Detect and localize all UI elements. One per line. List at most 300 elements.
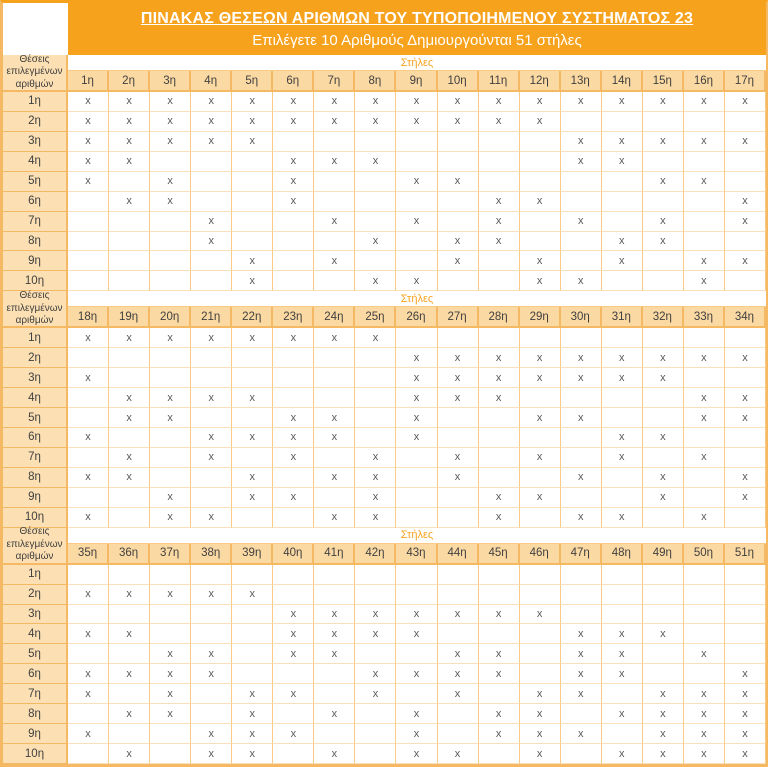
row-label: 8η xyxy=(3,468,68,488)
mark-cell: x xyxy=(355,508,396,528)
row-group-header: Θέσεις επιλεγμένων αριθμών xyxy=(3,528,68,565)
mark-cell: x xyxy=(314,644,355,664)
mark-cell: x xyxy=(684,92,725,112)
mark-cell: x xyxy=(273,624,314,644)
mark-cell: x xyxy=(643,624,684,644)
empty-cell xyxy=(355,212,396,232)
mark-cell: x xyxy=(684,348,725,368)
mark-cell: x xyxy=(602,152,643,172)
mark-cell: x xyxy=(68,624,109,644)
table-sections xyxy=(3,55,766,764)
title-banner xyxy=(68,3,766,55)
mark-cell: x xyxy=(561,508,602,528)
mark-cell: x xyxy=(725,132,766,152)
mark-cell: x xyxy=(68,328,109,348)
empty-cell xyxy=(314,348,355,368)
mark-cell: x xyxy=(438,172,479,192)
row-label: 10η xyxy=(3,508,68,528)
mark-cell: x xyxy=(438,605,479,625)
column-header: 9η xyxy=(396,71,437,92)
mark-cell: x xyxy=(520,192,561,212)
mark-cell: x xyxy=(109,468,150,488)
mark-cell: x xyxy=(232,684,273,704)
empty-cell xyxy=(68,644,109,664)
mark-cell: x xyxy=(109,112,150,132)
empty-cell xyxy=(396,132,437,152)
column-header: 31η xyxy=(602,307,643,328)
column-header: 23η xyxy=(273,307,314,328)
column-header: 37η xyxy=(150,544,191,565)
empty-cell xyxy=(232,565,273,585)
empty-cell xyxy=(191,152,232,172)
column-header: 34η xyxy=(725,307,766,328)
mark-cell: x xyxy=(643,132,684,152)
mark-cell: x xyxy=(479,192,520,212)
empty-cell xyxy=(355,251,396,271)
empty-cell xyxy=(602,468,643,488)
mark-cell: x xyxy=(602,704,643,724)
mark-cell: x xyxy=(561,271,602,291)
mark-cell: x xyxy=(273,488,314,508)
mark-cell: x xyxy=(191,744,232,764)
mark-cell: x xyxy=(561,664,602,684)
column-header: 49η xyxy=(643,544,684,565)
columns-group-label: Στήλες xyxy=(68,528,766,544)
empty-cell xyxy=(191,565,232,585)
empty-cell xyxy=(520,664,561,684)
column-header: 38η xyxy=(191,544,232,565)
column-header: 26η xyxy=(396,307,437,328)
mark-cell: x xyxy=(314,468,355,488)
mark-cell: x xyxy=(191,644,232,664)
empty-cell xyxy=(355,565,396,585)
empty-cell xyxy=(684,232,725,252)
mark-cell: x xyxy=(643,212,684,232)
empty-cell xyxy=(643,585,684,605)
empty-cell xyxy=(725,448,766,468)
mark-cell: x xyxy=(725,348,766,368)
empty-cell xyxy=(561,328,602,348)
empty-cell xyxy=(602,388,643,408)
empty-cell xyxy=(355,744,396,764)
empty-cell xyxy=(438,132,479,152)
column-header: 41η xyxy=(314,544,355,565)
mark-cell: x xyxy=(150,684,191,704)
mark-cell: x xyxy=(68,368,109,388)
mark-cell: x xyxy=(725,212,766,232)
empty-cell xyxy=(109,605,150,625)
mark-cell: x xyxy=(355,152,396,172)
empty-cell xyxy=(725,328,766,348)
mark-cell: x xyxy=(191,132,232,152)
mark-cell: x xyxy=(643,724,684,744)
mark-cell: x xyxy=(232,251,273,271)
empty-cell xyxy=(150,624,191,644)
column-header: 4η xyxy=(191,71,232,92)
empty-cell xyxy=(602,684,643,704)
empty-cell xyxy=(479,428,520,448)
mark-cell: x xyxy=(109,192,150,212)
empty-cell xyxy=(602,271,643,291)
empty-cell xyxy=(479,684,520,704)
mark-cell: x xyxy=(561,644,602,664)
mark-cell: x xyxy=(684,704,725,724)
mark-cell: x xyxy=(150,172,191,192)
mark-cell: x xyxy=(479,644,520,664)
mark-cell: x xyxy=(684,132,725,152)
mark-cell: x xyxy=(479,488,520,508)
empty-cell xyxy=(273,271,314,291)
column-header: 46η xyxy=(520,544,561,565)
empty-cell xyxy=(396,328,437,348)
empty-cell xyxy=(684,428,725,448)
mark-cell: x xyxy=(232,468,273,488)
empty-cell xyxy=(396,468,437,488)
row-label: 2η xyxy=(3,112,68,132)
mark-cell: x xyxy=(396,664,437,684)
empty-cell xyxy=(191,468,232,488)
empty-cell xyxy=(273,232,314,252)
empty-cell xyxy=(561,251,602,271)
page-title: ΠΙΝΑΚΑΣ ΘΕΣΕΩΝ ΑΡΙΘΜΩΝ ΤΟΥ ΤΥΠΟΠΟΙΗΜΕΝΟΥ ΣΥΣΤΗΜΑΤΟΣ 23 xyxy=(140,9,694,27)
column-header: 20η xyxy=(150,307,191,328)
mark-cell: x xyxy=(602,428,643,448)
empty-cell xyxy=(273,468,314,488)
empty-cell xyxy=(109,271,150,291)
mark-cell: x xyxy=(725,488,766,508)
empty-cell xyxy=(561,704,602,724)
empty-cell xyxy=(150,744,191,764)
mark-cell: x xyxy=(68,684,109,704)
mark-cell: x xyxy=(150,585,191,605)
column-header: 29η xyxy=(520,307,561,328)
mark-cell: x xyxy=(643,428,684,448)
empty-cell xyxy=(602,724,643,744)
mark-cell: x xyxy=(273,152,314,172)
mark-cell: x xyxy=(396,724,437,744)
column-header: 5η xyxy=(232,71,273,92)
empty-cell xyxy=(396,488,437,508)
column-header: 51η xyxy=(725,544,766,565)
mark-cell: x xyxy=(68,664,109,684)
empty-cell xyxy=(68,192,109,212)
empty-cell xyxy=(725,271,766,291)
empty-cell xyxy=(355,192,396,212)
empty-cell xyxy=(602,112,643,132)
empty-cell xyxy=(602,408,643,428)
empty-cell xyxy=(109,508,150,528)
empty-cell xyxy=(355,644,396,664)
empty-cell xyxy=(355,428,396,448)
mark-cell: x xyxy=(438,368,479,388)
column-header: 30η xyxy=(561,307,602,328)
empty-cell xyxy=(438,565,479,585)
column-header: 47η xyxy=(561,544,602,565)
empty-cell xyxy=(643,664,684,684)
column-header: 10η xyxy=(438,71,479,92)
empty-cell xyxy=(273,212,314,232)
mark-cell: x xyxy=(479,112,520,132)
mark-cell: x xyxy=(150,192,191,212)
mark-cell: x xyxy=(643,488,684,508)
empty-cell xyxy=(602,192,643,212)
empty-cell xyxy=(314,664,355,684)
empty-cell xyxy=(438,724,479,744)
mark-cell: x xyxy=(438,251,479,271)
empty-cell xyxy=(273,348,314,368)
column-header: 12η xyxy=(520,71,561,92)
empty-cell xyxy=(232,624,273,644)
empty-cell xyxy=(479,408,520,428)
empty-cell xyxy=(479,172,520,192)
empty-cell xyxy=(191,408,232,428)
mark-cell: x xyxy=(520,448,561,468)
empty-cell xyxy=(191,368,232,388)
empty-cell xyxy=(643,565,684,585)
mark-cell: x xyxy=(355,468,396,488)
empty-cell xyxy=(479,132,520,152)
mark-cell: x xyxy=(520,368,561,388)
empty-cell xyxy=(438,488,479,508)
empty-cell xyxy=(314,232,355,252)
mark-cell: x xyxy=(150,328,191,348)
empty-cell xyxy=(232,348,273,368)
column-header: 44η xyxy=(438,544,479,565)
empty-cell xyxy=(109,368,150,388)
column-header: 35η xyxy=(68,544,109,565)
empty-cell xyxy=(602,172,643,192)
empty-cell xyxy=(438,508,479,528)
empty-cell xyxy=(109,428,150,448)
empty-cell xyxy=(109,684,150,704)
mark-cell: x xyxy=(561,212,602,232)
mark-cell: x xyxy=(355,624,396,644)
empty-cell xyxy=(561,565,602,585)
empty-cell xyxy=(520,152,561,172)
mark-cell: x xyxy=(643,704,684,724)
mark-cell: x xyxy=(602,644,643,664)
empty-cell xyxy=(355,408,396,428)
row-label: 8η xyxy=(3,232,68,252)
empty-cell xyxy=(355,724,396,744)
mark-cell: x xyxy=(355,232,396,252)
mark-cell: x xyxy=(643,684,684,704)
empty-cell xyxy=(438,328,479,348)
mark-cell: x xyxy=(479,724,520,744)
mark-cell: x xyxy=(684,388,725,408)
mark-cell: x xyxy=(725,251,766,271)
row-label: 6η xyxy=(3,192,68,212)
mark-cell: x xyxy=(314,508,355,528)
mark-cell: x xyxy=(725,744,766,764)
mark-cell: x xyxy=(520,348,561,368)
column-header: 33η xyxy=(684,307,725,328)
mark-cell: x xyxy=(314,704,355,724)
empty-cell xyxy=(150,212,191,232)
table-section-2 xyxy=(3,291,766,527)
empty-cell xyxy=(479,585,520,605)
empty-cell xyxy=(396,684,437,704)
empty-cell xyxy=(109,488,150,508)
mark-cell: x xyxy=(68,152,109,172)
mark-cell: x xyxy=(150,664,191,684)
empty-cell xyxy=(150,251,191,271)
empty-cell xyxy=(191,624,232,644)
empty-cell xyxy=(396,644,437,664)
mark-cell: x xyxy=(520,251,561,271)
mark-cell: x xyxy=(396,271,437,291)
mark-cell: x xyxy=(150,408,191,428)
empty-cell xyxy=(273,368,314,388)
empty-cell xyxy=(520,132,561,152)
mark-cell: x xyxy=(479,704,520,724)
empty-cell xyxy=(191,192,232,212)
empty-cell xyxy=(232,192,273,212)
mark-cell: x xyxy=(684,744,725,764)
empty-cell xyxy=(520,388,561,408)
mark-cell: x xyxy=(273,684,314,704)
empty-cell xyxy=(396,585,437,605)
row-label: 9η xyxy=(3,251,68,271)
empty-cell xyxy=(438,271,479,291)
column-header: 36η xyxy=(109,544,150,565)
empty-cell xyxy=(150,448,191,468)
empty-cell xyxy=(561,744,602,764)
column-header: 48η xyxy=(602,544,643,565)
empty-cell xyxy=(561,428,602,448)
mark-cell: x xyxy=(561,348,602,368)
empty-cell xyxy=(273,664,314,684)
empty-cell xyxy=(314,368,355,388)
mark-cell: x xyxy=(643,232,684,252)
mark-cell: x xyxy=(109,388,150,408)
mark-cell: x xyxy=(396,744,437,764)
table-section-3 xyxy=(3,528,766,764)
mark-cell: x xyxy=(109,585,150,605)
empty-cell xyxy=(273,744,314,764)
column-header: 11η xyxy=(479,71,520,92)
empty-cell xyxy=(602,585,643,605)
empty-cell xyxy=(479,624,520,644)
mark-cell: x xyxy=(150,132,191,152)
empty-cell xyxy=(355,348,396,368)
empty-cell xyxy=(68,565,109,585)
mark-cell: x xyxy=(520,92,561,112)
row-label: 7η xyxy=(3,212,68,232)
empty-cell xyxy=(479,328,520,348)
mark-cell: x xyxy=(438,684,479,704)
mark-cell: x xyxy=(643,92,684,112)
empty-cell xyxy=(643,192,684,212)
row-label: 8η xyxy=(3,704,68,724)
empty-cell xyxy=(191,251,232,271)
mark-cell: x xyxy=(355,684,396,704)
corner-blank xyxy=(3,3,68,55)
mark-cell: x xyxy=(232,271,273,291)
mark-cell: x xyxy=(109,744,150,764)
mark-cell: x xyxy=(273,605,314,625)
empty-cell xyxy=(479,251,520,271)
empty-cell xyxy=(68,704,109,724)
empty-cell xyxy=(438,585,479,605)
empty-cell xyxy=(520,212,561,232)
mark-cell: x xyxy=(273,644,314,664)
mark-cell: x xyxy=(438,92,479,112)
mark-cell: x xyxy=(438,664,479,684)
mark-cell: x xyxy=(314,605,355,625)
mark-cell: x xyxy=(232,585,273,605)
empty-cell xyxy=(68,348,109,368)
column-header: 28η xyxy=(479,307,520,328)
empty-cell xyxy=(520,328,561,348)
empty-cell xyxy=(68,388,109,408)
mark-cell: x xyxy=(232,112,273,132)
empty-cell xyxy=(725,152,766,172)
column-header: 45η xyxy=(479,544,520,565)
column-header: 6η xyxy=(273,71,314,92)
empty-cell xyxy=(643,152,684,172)
mark-cell: x xyxy=(684,172,725,192)
empty-cell xyxy=(725,508,766,528)
mark-cell: x xyxy=(396,112,437,132)
mark-cell: x xyxy=(520,724,561,744)
empty-cell xyxy=(68,271,109,291)
mark-cell: x xyxy=(273,428,314,448)
empty-cell xyxy=(725,565,766,585)
mark-cell: x xyxy=(602,251,643,271)
row-label: 7η xyxy=(3,448,68,468)
mark-cell: x xyxy=(150,644,191,664)
empty-cell xyxy=(232,605,273,625)
mark-cell: x xyxy=(602,664,643,684)
empty-cell xyxy=(643,508,684,528)
empty-cell xyxy=(396,192,437,212)
mark-cell: x xyxy=(68,428,109,448)
mark-cell: x xyxy=(520,744,561,764)
mark-cell: x xyxy=(68,585,109,605)
empty-cell xyxy=(314,684,355,704)
mark-cell: x xyxy=(314,152,355,172)
mark-cell: x xyxy=(479,508,520,528)
empty-cell xyxy=(273,388,314,408)
mark-cell: x xyxy=(725,468,766,488)
mark-cell: x xyxy=(396,172,437,192)
mark-cell: x xyxy=(602,232,643,252)
mark-cell: x xyxy=(684,508,725,528)
row-label: 6η xyxy=(3,664,68,684)
empty-cell xyxy=(109,251,150,271)
mark-cell: x xyxy=(68,132,109,152)
empty-cell xyxy=(68,408,109,428)
mark-cell: x xyxy=(684,448,725,468)
empty-cell xyxy=(355,132,396,152)
column-header: 27η xyxy=(438,307,479,328)
mark-cell: x xyxy=(561,152,602,172)
empty-cell xyxy=(438,212,479,232)
empty-cell xyxy=(643,112,684,132)
empty-cell xyxy=(150,605,191,625)
mark-cell: x xyxy=(314,92,355,112)
empty-cell xyxy=(396,448,437,468)
mark-cell: x xyxy=(355,664,396,684)
mark-cell: x xyxy=(725,724,766,744)
mark-cell: x xyxy=(561,624,602,644)
row-label: 5η xyxy=(3,644,68,664)
empty-cell xyxy=(68,605,109,625)
mark-cell: x xyxy=(314,624,355,644)
mark-cell: x xyxy=(520,112,561,132)
row-label: 10η xyxy=(3,271,68,291)
